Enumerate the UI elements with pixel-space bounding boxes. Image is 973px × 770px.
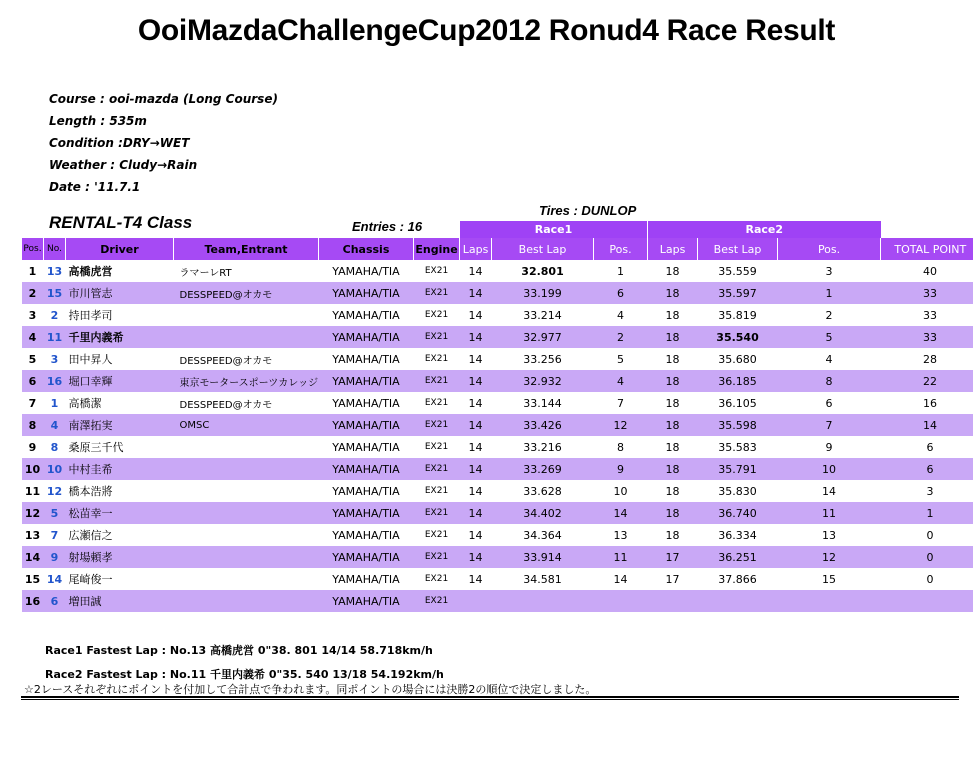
col-team: Team,Entrant — [174, 238, 319, 260]
table-row — [22, 392, 973, 414]
row-r2-best-lap: 36.334 — [718, 528, 757, 542]
row-car-number: 12 — [46, 484, 63, 498]
col-chassis: Chassis — [319, 238, 414, 260]
row-r2-laps: 18 — [665, 528, 680, 542]
row-total-point: 0 — [926, 572, 934, 586]
row-team: ラマーレRT — [179, 267, 232, 279]
table-row — [22, 436, 973, 458]
row-r1-pos: 11 — [594, 546, 648, 568]
row-r1-pos: 1 — [617, 264, 625, 278]
row-total-point: 6 — [926, 440, 934, 454]
row-total-point: 16 — [923, 396, 938, 410]
col-r1-laps: Laps — [460, 238, 492, 260]
row-r1-best-lap: 34.364 — [523, 528, 562, 542]
row-r1-pos: 4 — [617, 308, 625, 322]
row-engine: EX21 — [414, 414, 460, 436]
row-pos: 7 — [28, 396, 37, 410]
row-r2-laps: 18 — [648, 458, 698, 480]
row-team — [174, 568, 319, 590]
row-r1-pos: 14 — [594, 502, 648, 524]
row-pos: 3 — [28, 308, 37, 322]
row-r2-laps: 18 — [648, 502, 698, 524]
row-chassis: YAMAHA/TIA — [319, 414, 414, 436]
row-engine: EX21 — [414, 282, 460, 304]
row-r2-laps: 18 — [665, 440, 680, 454]
results-body — [22, 260, 973, 612]
row-car-number: 7 — [50, 528, 59, 542]
row-team — [174, 524, 319, 546]
race-info — [49, 88, 278, 198]
col-driver: Driver — [66, 238, 174, 260]
table-row — [22, 546, 973, 568]
row-car-number: 4 — [44, 414, 66, 436]
row-r2-laps: 18 — [648, 326, 698, 348]
row-r1-best-lap: 33.214 — [523, 308, 562, 322]
row-driver: 市川管志 — [66, 282, 174, 304]
row-car-number: 13 — [46, 264, 63, 278]
row-driver: 中村圭希 — [66, 458, 174, 480]
row-team — [174, 590, 319, 612]
row-car-number: 11 — [44, 326, 66, 348]
row-r1-best-lap: 33.144 — [523, 396, 562, 410]
race2-fastest-lap: Race2 Fastest Lap : No.11 千里内義希 0"35. 540 13/18 54.192km/h — [45, 668, 444, 681]
table-row — [22, 348, 973, 370]
course-info: Course : ooi-mazda (Long Course) — [49, 92, 278, 106]
row-r2-laps: 18 — [648, 370, 698, 392]
divider — [21, 696, 959, 698]
row-r2-laps: 17 — [665, 572, 680, 586]
col-r2-laps: Laps — [648, 238, 698, 260]
row-r2-best-lap — [698, 590, 778, 612]
length-info: Length : 535m — [49, 114, 147, 128]
row-total-point: 40 — [923, 264, 938, 278]
row-driver: 増田誠 — [66, 590, 174, 612]
row-r2-pos — [778, 590, 881, 612]
row-engine: EX21 — [424, 574, 449, 584]
row-r2-pos: 9 — [825, 440, 833, 454]
row-pos: 2 — [22, 282, 44, 304]
row-r2-pos: 13 — [822, 528, 837, 542]
row-r1-laps: 14 — [468, 264, 483, 278]
row-total-point: 1 — [881, 502, 973, 524]
row-chassis: YAMAHA/TIA — [332, 528, 400, 542]
row-chassis: YAMAHA/TIA — [332, 396, 400, 410]
row-r1-pos: 7 — [617, 396, 625, 410]
fastest-lap-notes — [45, 639, 444, 687]
row-engine: EX21 — [414, 546, 460, 568]
row-r1-laps: 14 — [460, 502, 492, 524]
row-car-number: 5 — [44, 502, 66, 524]
row-car-number: 16 — [44, 370, 66, 392]
row-total-point: 0 — [881, 546, 973, 568]
row-r1-pos: 14 — [613, 572, 628, 586]
weather-info: Weather : Cludy→Rain — [49, 158, 198, 172]
row-r1-best-lap — [492, 590, 594, 612]
table-row — [22, 260, 973, 282]
row-driver: 松苗幸一 — [66, 502, 174, 524]
row-r2-best-lap: 35.583 — [718, 440, 757, 454]
row-r2-pos: 1 — [778, 282, 881, 304]
row-pos: 13 — [24, 528, 41, 542]
row-engine: EX21 — [424, 486, 449, 496]
row-team — [174, 546, 319, 568]
table-row — [22, 326, 973, 348]
row-pos: 16 — [22, 590, 44, 612]
row-chassis: YAMAHA/TIA — [319, 458, 414, 480]
row-r2-best-lap: 35.597 — [698, 282, 778, 304]
row-r1-laps: 14 — [460, 414, 492, 436]
row-r2-pos: 2 — [825, 308, 833, 322]
row-r1-best-lap: 34.581 — [523, 572, 562, 586]
row-r2-laps: 18 — [665, 352, 680, 366]
row-car-number: 2 — [50, 308, 59, 322]
row-r1-pos: 6 — [594, 282, 648, 304]
row-chassis: YAMAHA/TIA — [319, 546, 414, 568]
row-r2-best-lap: 35.791 — [698, 458, 778, 480]
row-chassis: YAMAHA/TIA — [332, 440, 400, 454]
row-engine: EX21 — [424, 266, 449, 276]
race-header-row — [22, 221, 973, 238]
table-row — [22, 304, 973, 326]
table-row — [22, 568, 973, 590]
row-engine: EX21 — [414, 458, 460, 480]
row-engine: EX21 — [424, 530, 449, 540]
col-r1-best: Best Lap — [492, 238, 594, 260]
row-r2-best-lap: 37.866 — [718, 572, 757, 586]
row-pos: 12 — [22, 502, 44, 524]
row-r1-best-lap: 33.914 — [492, 546, 594, 568]
row-r1-best-lap: 32.977 — [492, 326, 594, 348]
row-driver: 南澤拓実 — [66, 414, 174, 436]
row-chassis: YAMAHA/TIA — [319, 590, 414, 612]
row-driver: 桑原三千代 — [68, 441, 124, 454]
row-engine: EX21 — [414, 326, 460, 348]
row-r1-laps: 14 — [468, 352, 483, 366]
row-r1-best-lap: 33.199 — [492, 282, 594, 304]
row-r1-best-lap: 33.216 — [523, 440, 562, 454]
row-r1-best-lap: 33.256 — [523, 352, 562, 366]
row-total-point: 0 — [926, 528, 934, 542]
row-r2-pos: 7 — [778, 414, 881, 436]
row-pos: 1 — [28, 264, 37, 278]
table-row — [22, 502, 973, 524]
row-r2-pos: 6 — [825, 396, 833, 410]
points-footnote: ☆2レースそれぞれにポイントを付加して合計点で争われます。同ポイントの場合には決勝2の順位で決定しました。 — [24, 683, 597, 696]
row-r1-best-lap: 32.801 — [521, 264, 564, 278]
row-pos: 4 — [22, 326, 44, 348]
row-r1-laps: 14 — [468, 484, 483, 498]
row-team — [174, 480, 319, 502]
row-driver: 尾崎俊一 — [68, 573, 113, 586]
row-r1-best-lap: 33.628 — [523, 484, 562, 498]
table-row — [22, 414, 973, 436]
row-engine: EX21 — [414, 590, 460, 612]
row-r1-laps: 14 — [468, 396, 483, 410]
row-chassis: YAMAHA/TIA — [332, 264, 400, 278]
row-chassis: YAMAHA/TIA — [332, 572, 400, 586]
row-r2-best-lap: 36.251 — [698, 546, 778, 568]
row-r1-pos: 4 — [594, 370, 648, 392]
row-r2-pos: 10 — [778, 458, 881, 480]
row-r2-laps: 17 — [648, 546, 698, 568]
row-pos: 6 — [22, 370, 44, 392]
row-r2-laps — [648, 590, 698, 612]
row-r2-pos: 4 — [825, 352, 833, 366]
row-team — [174, 502, 319, 524]
row-engine: EX21 — [424, 442, 449, 452]
row-pos: 10 — [22, 458, 44, 480]
row-total-point: 6 — [881, 458, 973, 480]
row-r1-laps — [460, 590, 492, 612]
row-r1-pos: 8 — [617, 440, 625, 454]
row-r1-best-lap: 34.402 — [492, 502, 594, 524]
row-chassis: YAMAHA/TIA — [319, 282, 414, 304]
row-chassis: YAMAHA/TIA — [319, 370, 414, 392]
row-r2-best-lap: 36.185 — [698, 370, 778, 392]
row-car-number: 6 — [44, 590, 66, 612]
row-r1-best-lap: 32.932 — [492, 370, 594, 392]
row-total-point: 33 — [881, 326, 973, 348]
date-info: Date : '11.7.1 — [49, 180, 141, 194]
row-team: DESSPEED@オカモ — [174, 282, 319, 304]
row-team: OMSC — [174, 414, 319, 436]
col-r2-pos: Pos. — [778, 238, 881, 260]
row-team: DESSPEED@オカモ — [179, 355, 273, 367]
row-r2-best-lap: 36.105 — [718, 396, 757, 410]
row-engine: EX21 — [424, 310, 449, 320]
row-team — [174, 436, 319, 458]
table-row — [22, 458, 973, 480]
row-r1-pos: 13 — [613, 528, 628, 542]
row-r2-pos: 12 — [778, 546, 881, 568]
row-team: 東京モータースポーツカレッジ — [174, 370, 319, 392]
row-chassis: YAMAHA/TIA — [332, 308, 400, 322]
row-driver: 射場頼孝 — [66, 546, 174, 568]
col-r2-best: Best Lap — [698, 238, 778, 260]
row-car-number: 9 — [44, 546, 66, 568]
race2-header: Race2 — [648, 221, 881, 238]
row-car-number: 8 — [50, 440, 59, 454]
row-total-point: 33 — [881, 282, 973, 304]
col-total: TOTAL POINT — [881, 238, 973, 260]
row-r1-laps: 14 — [460, 546, 492, 568]
row-pos: 11 — [24, 484, 41, 498]
row-pos: 9 — [28, 440, 37, 454]
row-r1-laps: 14 — [460, 370, 492, 392]
table-row — [22, 282, 973, 304]
row-team — [174, 326, 319, 348]
row-r1-pos: 9 — [594, 458, 648, 480]
row-r2-laps: 18 — [665, 484, 680, 498]
page-title: OoiMazdaChallengeCup2012 Ronud4 Race Result — [137, 14, 836, 47]
row-car-number: 10 — [44, 458, 66, 480]
row-engine: EX21 — [424, 398, 449, 408]
row-r2-best-lap: 35.680 — [718, 352, 757, 366]
row-r2-best-lap: 36.740 — [698, 502, 778, 524]
row-r1-best-lap: 33.426 — [492, 414, 594, 436]
row-r2-best-lap: 35.559 — [718, 264, 757, 278]
row-r1-pos — [594, 590, 648, 612]
row-r2-pos: 8 — [778, 370, 881, 392]
row-pos: 15 — [24, 572, 41, 586]
row-car-number: 15 — [44, 282, 66, 304]
row-r2-pos: 14 — [822, 484, 837, 498]
row-team — [174, 458, 319, 480]
row-r2-laps: 18 — [648, 282, 698, 304]
row-total-point: 14 — [881, 414, 973, 436]
row-r2-best-lap: 35.598 — [698, 414, 778, 436]
row-driver: 千里内義希 — [66, 326, 174, 348]
col-r1-pos: Pos. — [594, 238, 648, 260]
row-total-point: 22 — [881, 370, 973, 392]
class-name: RENTAL-T4 Class — [49, 213, 193, 232]
row-r1-laps: 14 — [460, 282, 492, 304]
row-r1-best-lap: 33.269 — [492, 458, 594, 480]
row-driver: 堀口幸輝 — [66, 370, 174, 392]
row-car-number: 3 — [50, 352, 59, 366]
row-pos: 14 — [22, 546, 44, 568]
row-r2-pos: 15 — [822, 572, 837, 586]
row-chassis: YAMAHA/TIA — [332, 484, 400, 498]
col-pos: Pos. — [22, 238, 44, 260]
row-pos: 5 — [28, 352, 37, 366]
row-pos: 8 — [22, 414, 44, 436]
row-r2-best-lap: 35.830 — [718, 484, 757, 498]
row-r2-best-lap: 35.540 — [698, 326, 778, 348]
table-row — [22, 524, 973, 546]
column-header-row — [22, 238, 973, 260]
row-engine: EX21 — [414, 370, 460, 392]
row-car-number: 14 — [46, 572, 63, 586]
row-r1-pos: 5 — [617, 352, 625, 366]
race1-fastest-lap: Race1 Fastest Lap : No.13 高橋虎営 0"38. 801 14/14 58.718km/h — [45, 644, 433, 657]
results-table — [21, 221, 973, 612]
row-team — [174, 304, 319, 326]
row-r1-pos: 10 — [613, 484, 628, 498]
row-total-point: 28 — [923, 352, 938, 366]
row-r1-laps: 14 — [460, 326, 492, 348]
condition-info: Condition :DRY→WET — [49, 136, 190, 150]
row-chassis: YAMAHA/TIA — [319, 502, 414, 524]
row-r2-pos: 11 — [778, 502, 881, 524]
row-r1-laps: 14 — [468, 440, 483, 454]
row-driver: 持田孝司 — [68, 309, 113, 322]
row-r2-laps: 18 — [648, 414, 698, 436]
row-total-point: 33 — [923, 308, 938, 322]
row-r1-pos: 12 — [594, 414, 648, 436]
row-r1-laps: 14 — [468, 572, 483, 586]
row-r2-laps: 18 — [665, 396, 680, 410]
col-engine: Engine — [414, 238, 460, 260]
row-total-point: 3 — [926, 484, 934, 498]
row-r2-laps: 18 — [665, 264, 680, 278]
row-chassis: YAMAHA/TIA — [319, 326, 414, 348]
table-row — [22, 590, 973, 612]
row-r2-pos: 3 — [825, 264, 833, 278]
row-team: DESSPEED@オカモ — [179, 399, 273, 411]
row-r2-laps: 18 — [665, 308, 680, 322]
row-total-point — [881, 590, 973, 612]
row-driver: 田中昇人 — [68, 353, 113, 366]
table-row — [22, 480, 973, 502]
row-car-number: 1 — [50, 396, 59, 410]
row-driver: 広瀬信之 — [68, 529, 113, 542]
row-r1-laps: 14 — [468, 308, 483, 322]
row-driver: 高橋虎営 — [68, 265, 113, 278]
row-driver: 橋本浩將 — [68, 485, 113, 498]
row-engine: EX21 — [414, 502, 460, 524]
entries-label: Entries : 16 — [352, 219, 423, 234]
row-r2-best-lap: 35.819 — [718, 308, 757, 322]
col-no: No. — [44, 238, 66, 260]
row-chassis: YAMAHA/TIA — [332, 352, 400, 366]
race1-header: Race1 — [460, 221, 648, 238]
row-engine: EX21 — [424, 354, 449, 364]
row-driver: 高橋潔 — [68, 397, 102, 410]
row-r1-laps: 14 — [460, 458, 492, 480]
table-row — [22, 370, 973, 392]
row-r1-pos: 2 — [594, 326, 648, 348]
tires-label: Tires : DUNLOP — [539, 203, 637, 218]
divider — [21, 699, 959, 700]
row-r2-pos: 5 — [778, 326, 881, 348]
row-r1-laps: 14 — [468, 528, 483, 542]
